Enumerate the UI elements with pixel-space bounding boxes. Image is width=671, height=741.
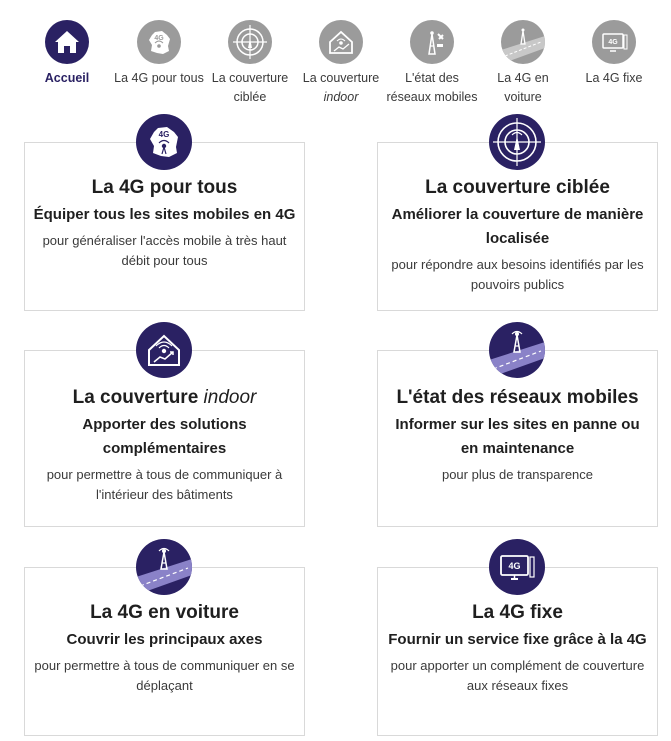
card-subtitle: Apporter des solutions complémentaires — [82, 416, 247, 457]
antenna-tools-icon — [410, 20, 454, 64]
road-antenna-icon — [136, 539, 192, 595]
house-signal-icon — [319, 20, 363, 64]
card-title — [33, 385, 296, 411]
card-title: La 4G pour tous — [91, 177, 238, 198]
card-description: pour plus de transparence — [441, 467, 594, 482]
card-subtitle: Équiper tous les sites mobiles en 4G — [33, 206, 296, 223]
nav-item-couverture-indoor[interactable] — [295, 20, 387, 107]
nav-label: L'état des réseaux mobiles — [386, 71, 478, 104]
nav-item-4g-pour-tous[interactable] — [113, 20, 205, 88]
icon-text: 4G — [158, 130, 170, 139]
nav-label: La 4G en voiture — [497, 71, 549, 104]
card-subtitle: Couvrir les principaux axes — [66, 631, 263, 648]
card-title-text: La couverture — [72, 387, 199, 408]
card-description: pour apporter un complément de couverture aux réseaux fixes — [390, 658, 645, 693]
nav-label: La 4G pour tous — [114, 71, 204, 85]
card-title: L'état des réseaux mobiles — [396, 387, 639, 408]
card-description: pour permettre à tous de communiquer en se déplaçant — [34, 658, 295, 693]
card-title: La 4G en voiture — [90, 602, 239, 623]
top-navigation — [0, 0, 671, 130]
card-description: pour généraliser l'accès mobile à très haut débit pour tous — [42, 233, 287, 268]
card-subtitle: Améliorer la couverture de manière localisée — [391, 206, 644, 247]
icon-text: 4G — [508, 561, 521, 571]
house-signal-icon — [136, 322, 192, 378]
home-icon — [45, 20, 89, 64]
nav-label: Accueil — [44, 71, 90, 85]
nav-label — [295, 69, 387, 107]
card-subtitle: Fournir un service fixe grâce à la 4G — [388, 631, 647, 648]
nav-item-accueil[interactable] — [21, 20, 113, 88]
road-antenna-icon — [501, 20, 545, 64]
svg-text:4G: 4G — [154, 35, 164, 42]
nav-label-text: La couverture — [302, 71, 380, 85]
nav-item-4g-fixe[interactable] — [568, 20, 660, 88]
nav-item-etat-reseaux[interactable] — [386, 20, 478, 107]
card-title-emphasis: indoor — [203, 387, 257, 408]
card-description: pour permettre à tous de communiquer à l'intérieur des bâtiments — [46, 467, 283, 502]
svg-text:4G: 4G — [608, 39, 618, 46]
france-4g-icon — [136, 114, 192, 170]
nav-item-couverture-ciblee[interactable] — [204, 20, 296, 107]
card-description: pour répondre aux besoins identifiés par les pouvoirs publics — [391, 257, 644, 292]
nav-label: La 4G fixe — [585, 71, 643, 85]
target-antenna-icon — [228, 20, 272, 64]
target-antenna-icon — [489, 114, 545, 170]
nav-item-4g-en-voiture[interactable] — [477, 20, 569, 107]
monitor-4g-icon — [592, 20, 636, 64]
nav-label-emphasis: indoor — [323, 90, 359, 104]
nav-label: La couverture ciblée — [211, 71, 289, 104]
card-title: La 4G fixe — [472, 602, 563, 623]
card-title: La couverture ciblée — [425, 177, 610, 198]
monitor-4g-icon — [489, 539, 545, 595]
france-4g-icon — [137, 20, 181, 64]
card-subtitle: Informer sur les sites en panne ou en maintenance — [395, 416, 640, 457]
road-antenna-icon — [489, 322, 545, 378]
